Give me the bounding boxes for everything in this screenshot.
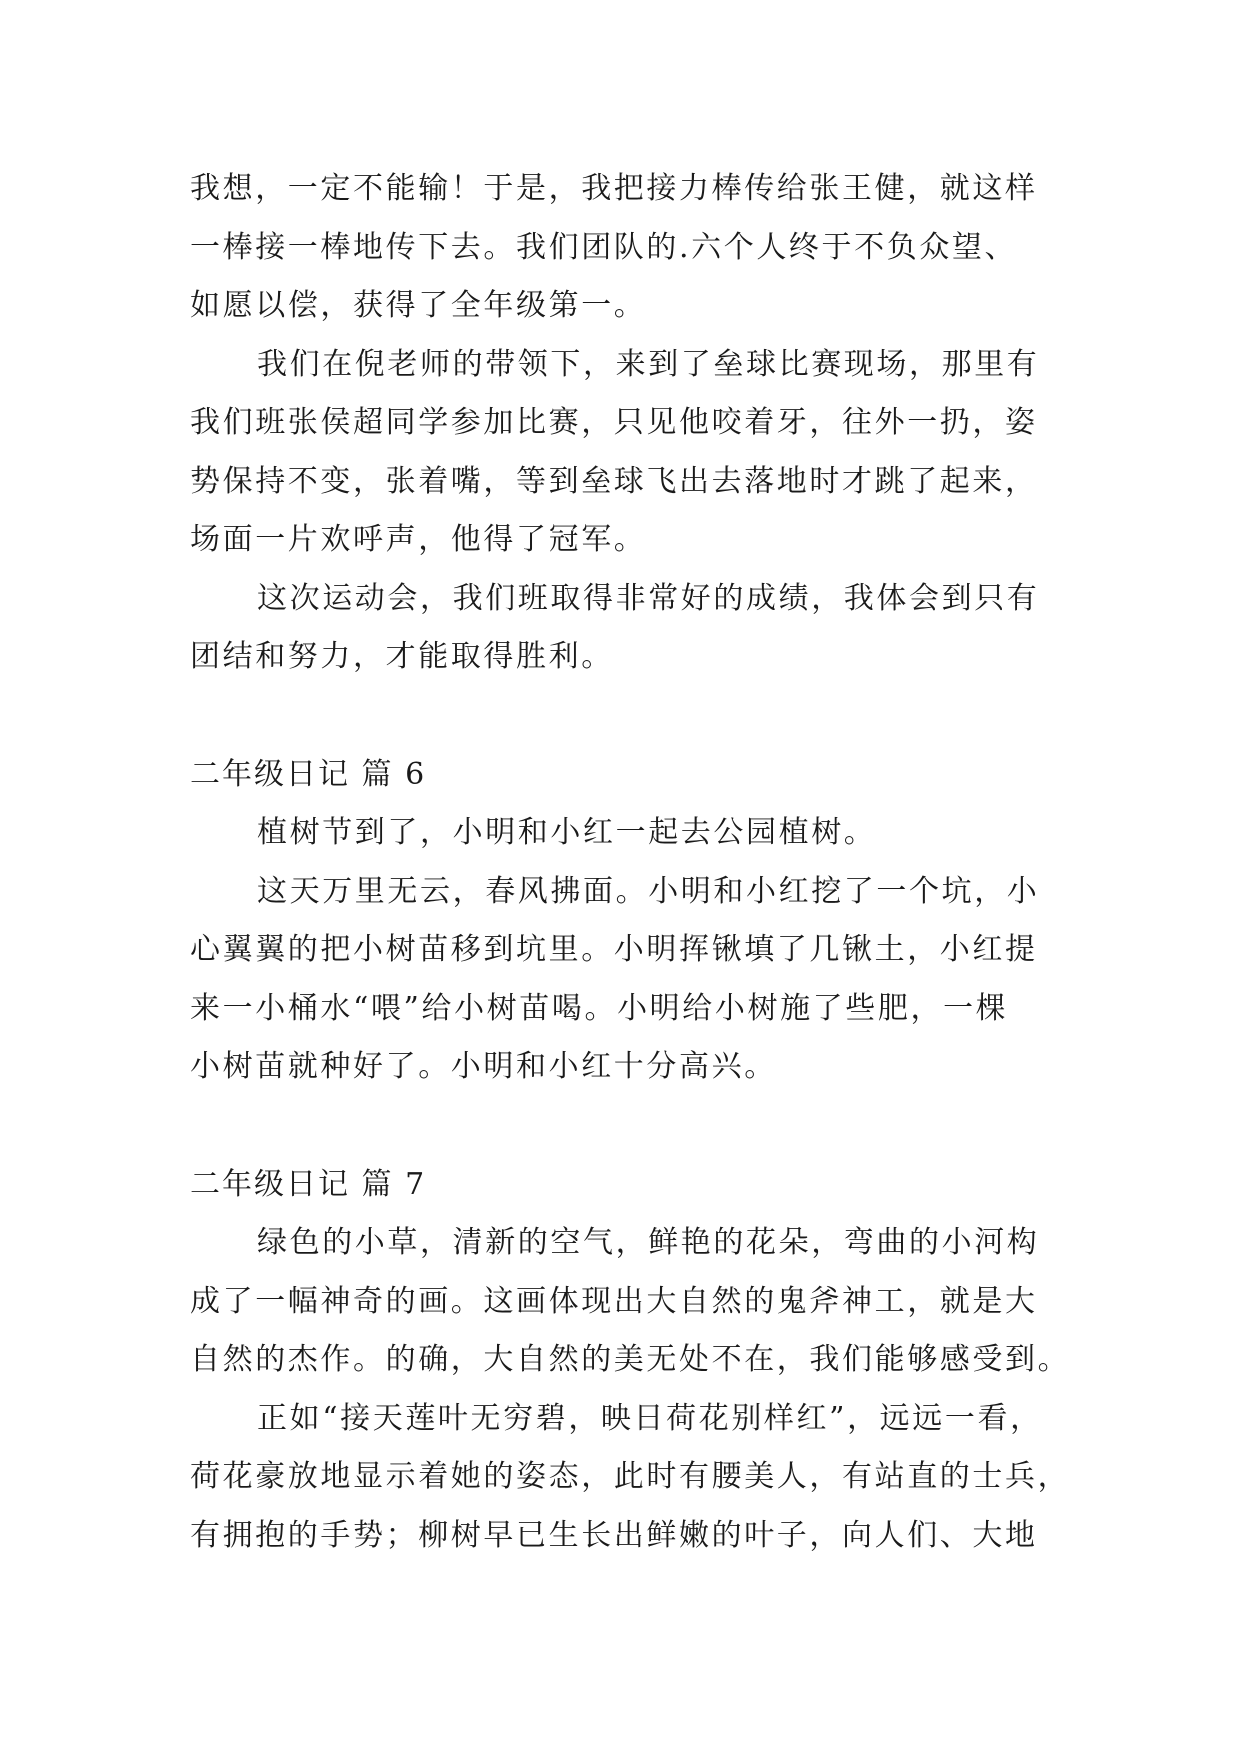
text-line: 心翼翼的把小树苗移到坑里。小明挥锹填了几锹土，小红提 (190, 932, 1038, 967)
text-line: 我们在倪老师的带领下，来到了垒球比赛现场，那里有 (257, 346, 1040, 382)
text-line: 有拥抱的手势；柳树早已生长出鲜嫩的叶子，向人们、大地 (190, 1517, 1038, 1553)
paragraph-planting (190, 863, 1060, 1097)
section-heading: 二年级日记 篇 6 (190, 756, 427, 792)
text-line: 自然的杰作。的确，大自然的美无处不在，我们能够感受到。 (190, 1342, 1071, 1377)
text-line: 场面一片欢呼声，他得了冠军。 (190, 522, 647, 557)
paragraph-conclusion (190, 570, 1060, 687)
text-line: 正如“接天莲叶无穷碧，映日荷花别样红”，远远一看， (257, 1400, 1043, 1436)
text-line: 团结和努力，才能取得胜利。 (190, 639, 614, 674)
text-line: 成了一幅神奇的画。这画体现出大自然的鬼斧神工，就是大 (190, 1283, 1038, 1319)
text-line: 这次运动会，我们班取得非常好的成绩，我体会到只有 (257, 580, 1040, 616)
paragraph-softball (190, 336, 1060, 570)
text-line: 小树苗就种好了。小明和小红十分高兴。 (190, 1049, 777, 1084)
paragraph-arbor-day (190, 804, 1060, 863)
text-line: 植树节到了，小明和小红一起去公园植树。 (257, 815, 877, 850)
section-gap (190, 687, 1060, 746)
section-gap (190, 1097, 1060, 1156)
paragraph-relay (190, 160, 1060, 336)
text-line: 来一小桶水“喂”给小树苗喝。小明给小树施了些肥，一棵 (190, 990, 1009, 1026)
text-line: 如愿以偿，获得了全年级第一。 (190, 288, 647, 323)
intro-section (190, 160, 1060, 687)
paragraph-nature (190, 1214, 1071, 1390)
text-line: 我想，一定不能输！于是，我把接力棒传给张王健，就这样 (190, 171, 1038, 206)
text-line: 荷花豪放地显示着她的姿态，此时有腰美人，有站直的士兵， (190, 1459, 1071, 1494)
section-6 (190, 746, 1060, 1097)
section-7 (190, 1156, 1071, 1566)
paragraph-lotus (190, 1390, 1071, 1566)
text-line: 势保持不变，张着嘴，等到垒球飞出去落地时才跳了起来， (190, 463, 1038, 499)
text-line: 我们班张侯超同学参加比赛，只见他咬着牙，往外一扔，姿 (190, 405, 1038, 440)
text-line: 绿色的小草，清新的空气，鲜艳的花朵，弯曲的小河构 (257, 1225, 1040, 1260)
section-heading: 二年级日记 篇 7 (190, 1166, 427, 1202)
text-line: 这天万里无云，春风拂面。小明和小红挖了一个坑，小 (257, 873, 1040, 909)
text-line: 一棒接一棒地传下去。我们团队的.六个人终于不负众望、 (190, 229, 1018, 265)
document-page (190, 160, 1071, 1565)
